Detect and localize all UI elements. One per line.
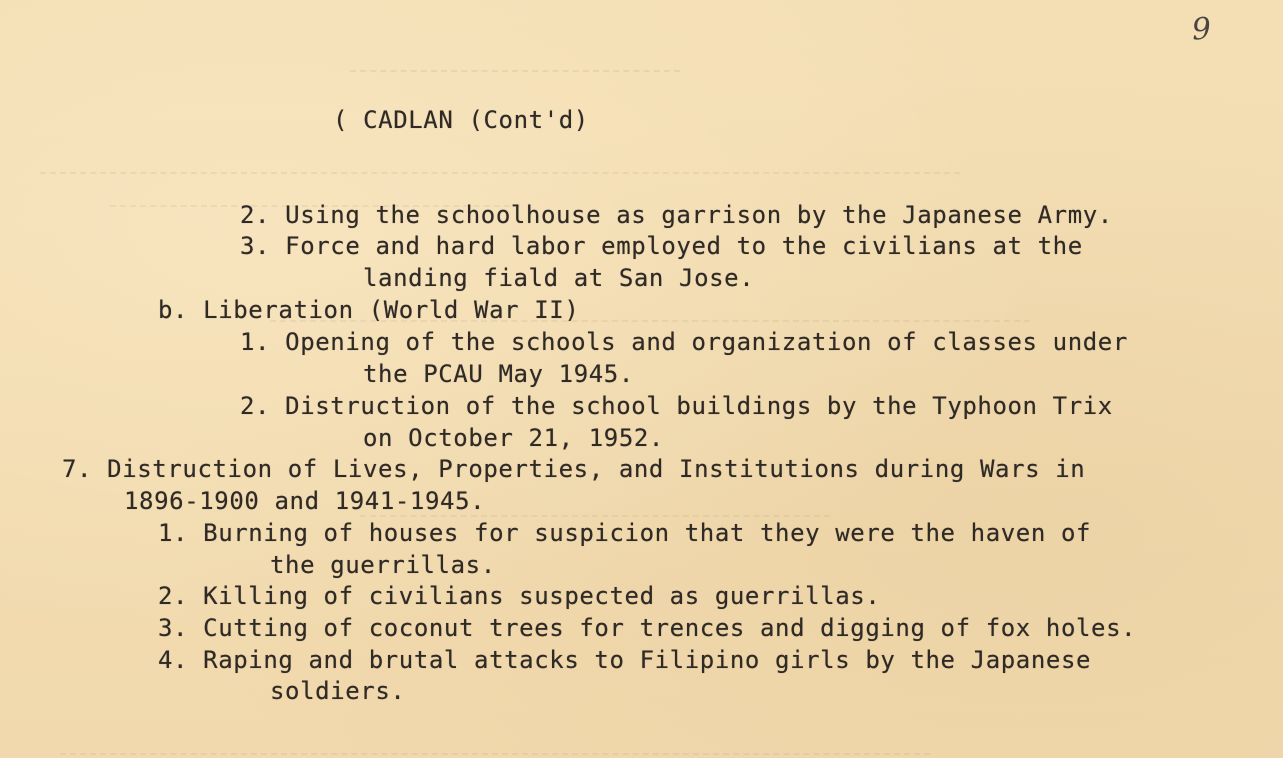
text-line: 2. Using the schoolhouse as garrison by the Japanese Army. xyxy=(240,201,1113,229)
text-line: 4. Raping and brutal attacks to Filipino girls by the Japanese xyxy=(158,646,1092,674)
text-line: 7. Distruction of Lives, Properties, and Institutions during Wars in xyxy=(62,455,1086,483)
bleed-through-texture xyxy=(350,48,680,72)
text-line: 2. Killing of civilians suspected as guerrillas. xyxy=(158,582,881,610)
page-number: 9 xyxy=(1190,11,1213,48)
text-line: 1. Opening of the schools and organization of classes under xyxy=(240,328,1128,356)
text-line: 2. Distruction of the school buildings by the Typhoon Trix xyxy=(240,392,1113,420)
bleed-through-texture xyxy=(40,150,960,174)
bleed-through-texture xyxy=(60,735,930,755)
text-line: the guerrillas. xyxy=(270,551,496,579)
text-line: 1896-1900 and 1941-1945. xyxy=(124,487,486,515)
text-line: on October 21, 1952. xyxy=(363,424,664,452)
text-line: b. Liberation (World War II) xyxy=(158,296,580,324)
text-line: soldiers. xyxy=(270,677,406,705)
text-line: 1. Burning of houses for suspicion that they were the haven of xyxy=(158,519,1092,547)
text-line: the PCAU May 1945. xyxy=(363,360,634,388)
text-line: 3. Force and hard labor employed to the civilians at the xyxy=(240,232,1083,260)
section-heading: ( CADLAN (Cont'd) xyxy=(333,106,589,134)
text-line: 3. Cutting of coconut trees for trences and digging of fox holes. xyxy=(158,614,1137,642)
text-line: landing fiald at San Jose. xyxy=(363,264,755,292)
